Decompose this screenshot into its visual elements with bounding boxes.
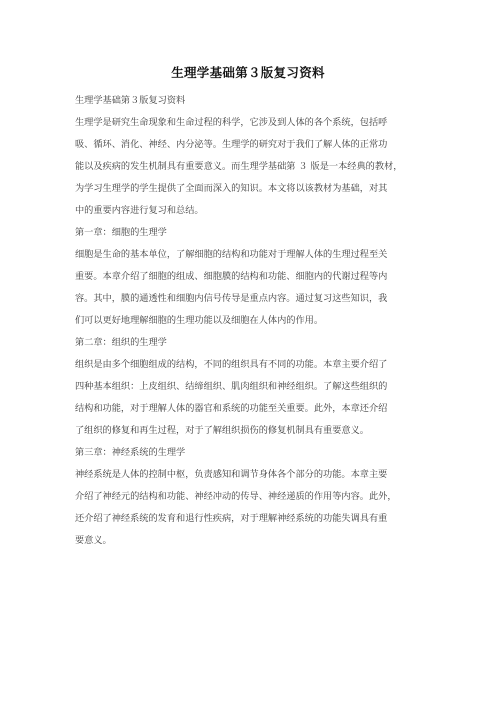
paragraph-line: 介绍了神经元的结构和功能、神经冲动的传导、神经递质的作用等内容。此外， bbox=[75, 491, 397, 502]
subtitle-line: 生理学基础第３版复习资料 bbox=[75, 95, 186, 106]
paragraph-line: 四种基本组织：上皮组织、结缔组织、肌肉组织和神经组织。了解这些组织的 bbox=[75, 381, 388, 392]
chapter-heading: 第一章：细胞的生理学 bbox=[75, 227, 167, 238]
paragraph-line: 细胞是生命的基本单位，了解细胞的结构和功能对于理解人体的生理过程至关 bbox=[75, 249, 388, 260]
paragraph-line: 能以及疾病的发生机制具有重要意义。而生理学基础第 ３ 版是一本经典的教材， bbox=[75, 161, 403, 172]
paragraph-line: 结构和功能，对于理解人体的器官和系统的功能至关重要。此外，本章还介绍 bbox=[75, 403, 388, 414]
paragraph-line: 组织是由多个细胞组成的结构，不同的组织具有不同的功能。本章主要介绍了 bbox=[75, 359, 388, 370]
paragraph-line: 神经系统是人体的控制中枢，负责感知和调节身体各个部分的功能。本章主要 bbox=[75, 469, 388, 480]
paragraph-line: 容。其中，膜的通透性和细胞内信号传导是重点内容。通过复习这些知识，我 bbox=[75, 293, 388, 304]
document-title: 生理学基础第３版复习资料 bbox=[171, 65, 325, 80]
paragraph-line: 们可以更好地理解细胞的生理功能以及细胞在人体内的作用。 bbox=[75, 315, 324, 326]
chapter-heading: 第二章：组织的生理学 bbox=[75, 337, 167, 348]
paragraph-line: 重要。本章介绍了细胞的组成、细胞膜的结构和功能、细胞内的代谢过程等内 bbox=[75, 271, 388, 282]
paragraph-line: 还介绍了神经系统的发育和退行性疾病，对于理解神经系统的功能失调具有重 bbox=[75, 513, 388, 524]
chapter-heading: 第三章：神经系统的生理学 bbox=[75, 447, 186, 458]
paragraph-line: 为学习生理学的学生提供了全面而深入的知识。本文将以该教材为基础，对其 bbox=[75, 183, 388, 194]
paragraph-line: 吸、循环、消化、神经、内分泌等。生理学的研究对于我们了解人体的正常功 bbox=[75, 139, 388, 150]
paragraph-line: 生理学是研究生命现象和生命过程的科学，它涉及到人体的各个系统，包括呼 bbox=[75, 117, 388, 128]
paragraph-line: 要意义。 bbox=[75, 535, 112, 546]
paragraph-line: 了组织的修复和再生过程，对于了解组织损伤的修复机制具有重要意义。 bbox=[75, 425, 369, 436]
paragraph-line: 中的重要内容进行复习和总结。 bbox=[75, 205, 204, 216]
